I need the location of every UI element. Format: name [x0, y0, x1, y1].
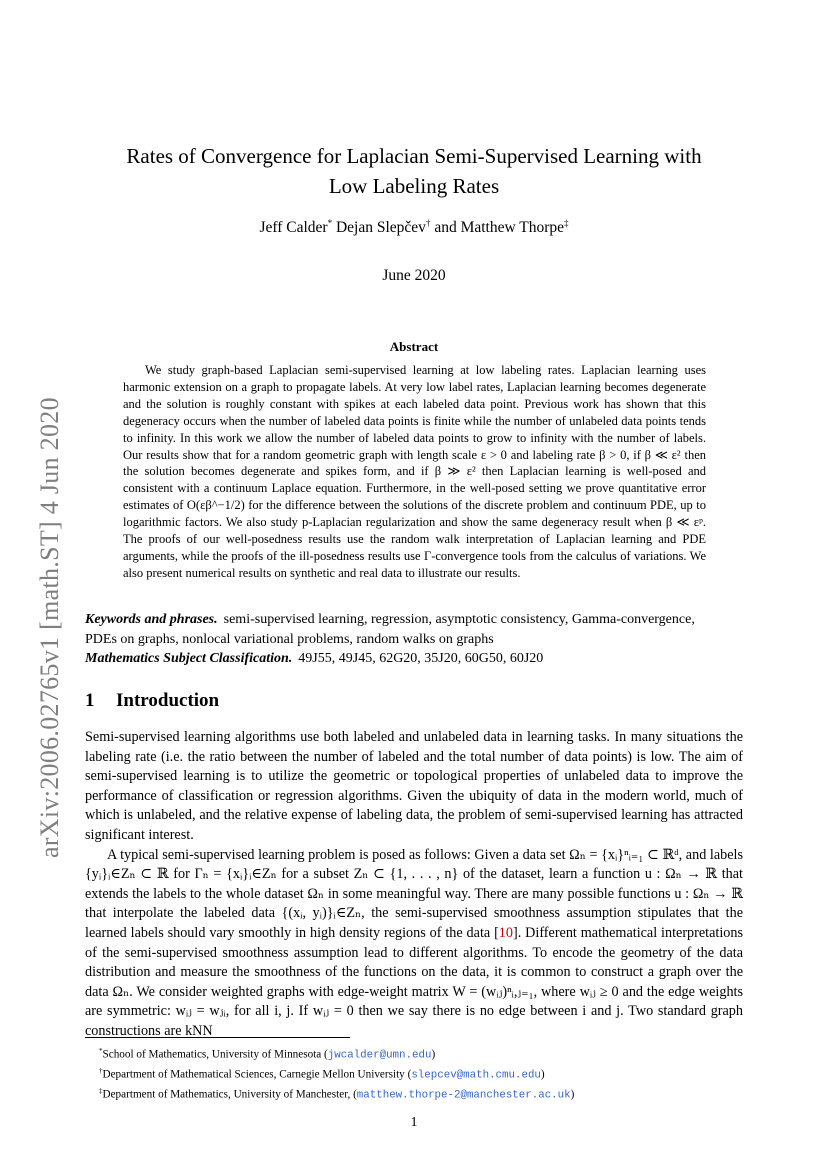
keywords-text-1: semi-supervised learning, regression, asymptotic consistency, Gamma-convergence,: [223, 612, 695, 627]
abstract-heading: Abstract: [389, 339, 439, 354]
paragraph-2: [85, 846, 743, 1042]
msc-codes: 49J55, 49J45, 62G20, 35J20, 60G50, 60J20: [298, 651, 544, 666]
arxiv-identifier: arXiv:2006.02765v1 [math.ST] 4 Jun 2020: [35, 397, 64, 858]
abstract-text: We study graph-based Laplacian semi-supervised learning at low labeling rates. Laplacian learning uses harmonic extension on a graph to propagate labels. At very low label rates, Laplacian learning becomes degenerate and the solution is roughly constant with spikes at each labeled data point. Previous work has shown that this degeneracy occurs when the number of labeled data points is finite while the number of unlabeled data points tends to infinity. In this work we allow the number of labeled data points to grow to infinity with the number of labels. Our results show that for a random geometric graph with length scale ε > 0 and labeling rate β > 0, if β ≪ ε² then the solution becomes degenerate and spikes form, and if β ≫ ε² then Laplacian learning is well-posed and consistent with a continuum Laplace equation. Furthermore, in the well-posed setting we prove quantitative error estimates of O(εβ^−1/2) for the difference between the solutions of the discrete problem and continuum PDE, up to logarithmic factors. We also study p-Laplacian regularization and show the same degeneracy result when β ≪ εᵖ. The proofs of our well-posedness results use the random walk interpretation of Laplacian learning and PDE arguments, while the proofs of the ill-posedness results use Γ-convergence tools from the calculus of variations. We also present numerical results on synthetic and real data to illustrate our results.: [123, 363, 706, 580]
footnote-mark: †: [99, 1067, 103, 1076]
msc-label: Mathematics Subject Classification.: [85, 651, 293, 666]
paragraph-1: Semi-supervised learning algorithms use both labeled and unlabeled data in learning tasks. In many situations the labeling rate (i.e. the ratio between the number of labeled and the total number of data points) is low. The aim of semi-supervised learning is to utilize the geometric or topological properties of unlabeled data to improve the performance of classification or regression algorithms. Given the ubiquity of data in the modern world, much of which is unlabeled, and the relative expense of labeling data, the problem of semi-supervised learning has attracted significant interest.: [85, 729, 743, 843]
author-name: Jeff Calder: [259, 219, 328, 236]
keywords-label: Keywords and phrases.: [85, 612, 218, 627]
footnote-text: School of Mathematics, University of Minnesota (: [102, 1048, 328, 1061]
author-name: and Matthew Thorpe: [434, 219, 565, 236]
footnote-end: ): [431, 1048, 436, 1061]
paragraph-2-part-a: A typical semi-supervised learning problem is posed as follows: Given a data set Ωₙ = {xᵢ}ⁿᵢ₌₁ ⊂ ℝᵈ, and labels {yᵢ}ᵢ∈Zₙ ⊂ ℝ for Γₙ = {xᵢ}ᵢ∈Zₙ for a subset Zₙ ⊂ {1, . . . , n} of the dataset, learn a function u : Ωₙ → ℝ that extends the labels to the whole dataset Ωₙ in some meaningful way. There are many possible functions u : Ωₙ → ℝ that interpolate the labeled data {(xᵢ, yᵢ)}ᵢ∈Zₙ, the semi-supervised smoothness assumption stipulates that the learned labels should vary smoothly in high density regions of the data [: [85, 846, 743, 941]
author-footnote-mark[interactable]: *: [327, 217, 333, 228]
footnote-end: ): [570, 1089, 575, 1102]
title-line-1: Rates of Convergence for Laplacian Semi-Supervised Learning with: [126, 144, 702, 168]
body-text: [85, 728, 743, 1042]
footnote-text: Department of Mathematics, University of Manchester, (: [102, 1089, 357, 1102]
publication-date: June 2020: [382, 267, 446, 284]
email-link[interactable]: jwcalder@umn.edu: [327, 1049, 432, 1062]
author-footnote-mark[interactable]: ‡: [564, 217, 569, 228]
footnote-mark: ‡: [99, 1087, 103, 1096]
page-number: 1: [410, 1115, 418, 1130]
section-number: 1: [85, 690, 95, 711]
footnote-text: Department of Mathematical Sciences, Carnegie Mellon University (: [102, 1068, 412, 1081]
footnote-item: [99, 1064, 743, 1084]
keywords-text-2: PDEs on graphs, nonlocal variational problems, random walks on graphs: [85, 631, 494, 647]
paper-title: [60, 141, 768, 201]
author-name: Dejan Slepčev: [335, 219, 426, 236]
email-link[interactable]: matthew.thorpe-2@manchester.ac.uk: [356, 1090, 571, 1103]
keywords-block: [85, 610, 743, 669]
footnote-item: [99, 1084, 743, 1104]
citation-link[interactable]: 10: [498, 924, 513, 941]
section-title: Introduction: [116, 690, 220, 711]
msc-line: [85, 649, 743, 669]
footnote-mark: *: [99, 1047, 103, 1055]
email-link[interactable]: slepcev@math.cmu.edu: [411, 1069, 541, 1082]
author-list: [60, 219, 768, 237]
paragraph-2-part-b: ]. Different mathematical interpretations of the semi-supervised smoothness assumption lead to different algorithms. To encode the geometry of the data distribution and measure the smoothness of the functions on the data, it is common to construct a graph over the data Ωₙ. We consider weighted graphs with edge-weight matrix W = (wᵢⱼ)ⁿᵢ,ⱼ₌₁, where wᵢⱼ ≥ 0 and the edge weights are symmetric: wᵢⱼ = wⱼᵢ, for all i, j. If wᵢⱼ = 0 then we say there is no edge between i and j. Two standard graph constructions are kNN: [85, 924, 743, 1039]
footnote-end: ): [540, 1068, 545, 1081]
footnote-item: [99, 1044, 743, 1064]
section-heading: [85, 690, 219, 712]
author-footnote-mark[interactable]: †: [425, 217, 431, 228]
footnotes: [99, 1044, 743, 1105]
footnote-divider: [85, 1037, 350, 1038]
title-line-2: Low Labeling Rates: [328, 174, 500, 198]
keywords-line-1: [85, 610, 743, 630]
